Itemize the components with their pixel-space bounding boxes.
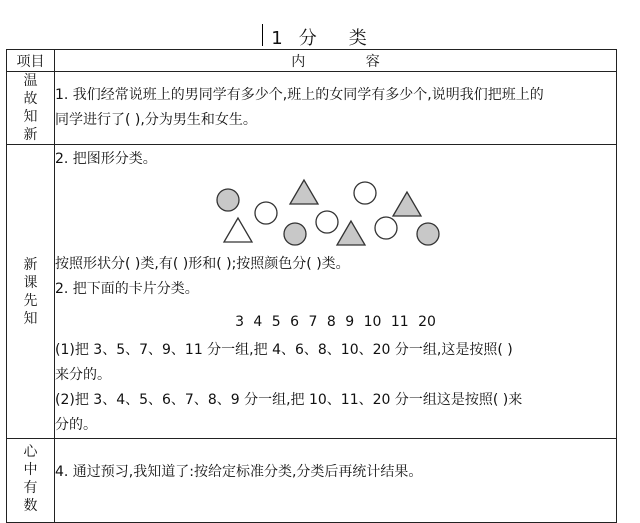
title-word-1: 分 [298, 28, 319, 49]
label-char: 故 [23, 91, 38, 107]
table-row-summary [7, 439, 617, 523]
gray-triangle-shape [290, 180, 318, 204]
q3-part2-line2: 分的。 [55, 417, 97, 433]
preview-content[interactable] [55, 145, 617, 439]
gray-circle-shape [284, 223, 306, 245]
q3-prompt: 2. 把下面的卡片分类。 [55, 281, 199, 297]
label-char: 心 [23, 444, 38, 460]
page-title [0, 24, 640, 50]
label-char: 知 [23, 310, 38, 327]
table-header-row [7, 50, 617, 72]
shapes-figure [55, 178, 605, 250]
header-item: 项目 [7, 50, 55, 72]
gray-circle-shape [417, 223, 439, 245]
label-char: 先 [23, 292, 38, 309]
summary-content[interactable] [55, 439, 617, 523]
card-numbers: 3 4 5 6 7 8 9 10 11 20 [235, 314, 436, 330]
worksheet-table [6, 49, 617, 523]
title-word-2: 类 [348, 28, 369, 49]
label-char: 新 [23, 256, 38, 273]
label-char: 课 [23, 274, 38, 291]
gray-triangle-shape [337, 221, 365, 245]
shape-group [217, 180, 439, 245]
q3-part1-line1: (1)把 3、5、7、9、11 分一组,把 4、6、8、10、20 分一组,这是按照( ) [55, 342, 513, 358]
summary-line: 4. 通过预习,我知道了:按给定标准分类,分类后再统计结果。 [55, 464, 423, 480]
q3-part2-line1: (2)把 3、4、5、6、7、8、9 分一组,把 10、11、20 分一组这是按照( )来 [55, 392, 523, 408]
row-label-summary [7, 439, 55, 523]
label-char: 中 [23, 462, 38, 478]
white-circle-shape [375, 217, 397, 239]
white-circle-shape [354, 182, 376, 204]
header-content: 内 容 [55, 50, 617, 72]
table-row-review [7, 72, 617, 145]
q2-answer-line: 按照形状分( )类,有( )形和( );按照颜色分( )类。 [55, 256, 350, 272]
title-number: 1 [271, 28, 285, 49]
label-char: 温 [23, 73, 38, 89]
q2-prompt: 2. 把图形分类。 [55, 151, 157, 167]
white-circle-shape [316, 211, 338, 233]
gray-triangle-shape [393, 192, 421, 216]
label-char: 知 [23, 109, 38, 125]
row-label-review [7, 72, 55, 145]
table-row-preview [7, 145, 617, 439]
label-char: 新 [23, 127, 38, 143]
label-char: 数 [23, 498, 38, 514]
white-triangle-shape [224, 218, 252, 242]
review-line-1: 1. 我们经常说班上的男同学有多少个,班上的女同学有多少个,说明我们把班上的 [55, 87, 544, 103]
q3-part1-line2: 来分的。 [55, 367, 111, 383]
review-line-2: 同学进行了( ),分为男生和女生。 [55, 112, 257, 128]
label-char: 有 [23, 480, 38, 496]
white-circle-shape [255, 202, 277, 224]
gray-circle-shape [217, 189, 239, 211]
review-content[interactable] [55, 72, 617, 145]
row-label-preview [7, 145, 55, 439]
